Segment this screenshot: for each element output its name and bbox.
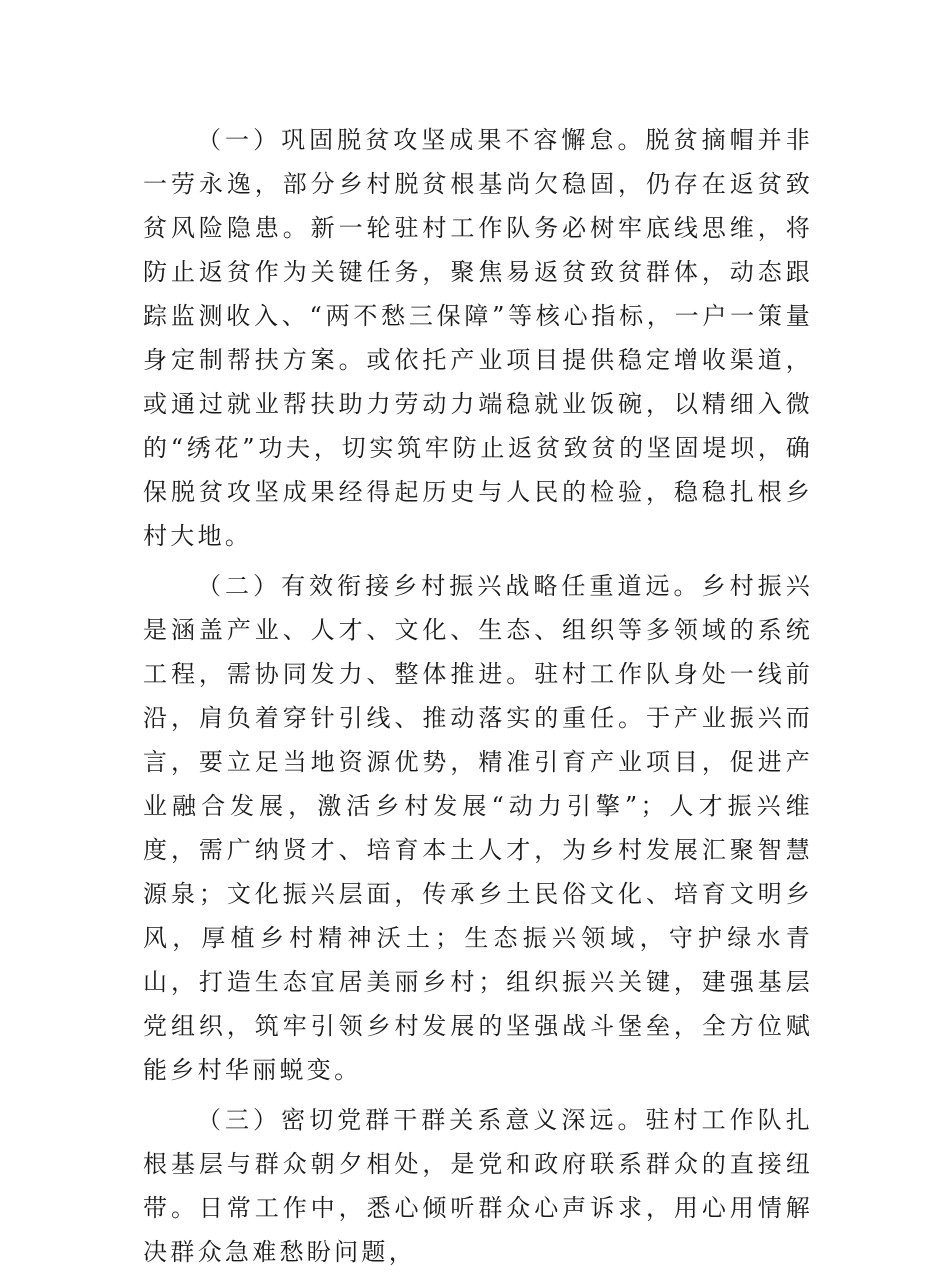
paragraph-consolidate-poverty-alleviation: （一）巩固脱贫攻坚成果不容懈怠。脱贫摘帽并非一劳永逸，部分乡村脱贫根基尚欠稳固，仍存在返贫致贫风险隐患。新一轮驻村工作队务必树牢底线思维，将防止返贫作为关键任务，聚焦易返贫致贫群体，动态跟踪监测收入、“两不愁三保障”等核心指标，一户一策量身定制帮扶方案。或依托产业项目提供稳定增收渠道，或通过就业帮扶助力劳动力端稳就业饭碗，以精细入微的“绣花”功夫，切实筑牢防止返贫致贫的坚固堤坝，确保脱贫攻坚成果经得起历史与人民的检验，稳稳扎根乡村大地。 [143,126,813,550]
paragraph-party-mass-relations: （三）密切党群干群关系意义深远。驻村工作队扎根基层与群众朝夕相处，是党和政府联系群众的直接纽带。日常工作中，悉心倾听群众心声诉求，用心用情解决群众急难愁盼问题， [143,1106,813,1266]
document-body [143,118,813,1280]
paragraph-rural-revitalization: （二）有效衔接乡村振兴战略任重道远。乡村振兴是涵盖产业、人才、文化、生态、组织等多领域的系统工程，需协同发力、整体推进。驻村工作队身处一线前沿，肩负着穿针引线、推动落实的重任。于产业振兴而言，要立足当地资源优势，精准引育产业项目，促进产业融合发展，激活乡村发展“动力引擎”；人才振兴维度，需广纳贤才、培育本土人才，为乡村发展汇聚智慧源泉；文化振兴层面，传承乡土民俗文化、培育文明乡风，厚植乡村精神沃土；生态振兴领域，守护绿水青山，打造生态宜居美丽乡村；组织振兴关键，建强基层党组织，筑牢引领乡村发展的坚强战斗堡垒，全方位赋能乡村华丽蜕变。 [143,572,813,1084]
